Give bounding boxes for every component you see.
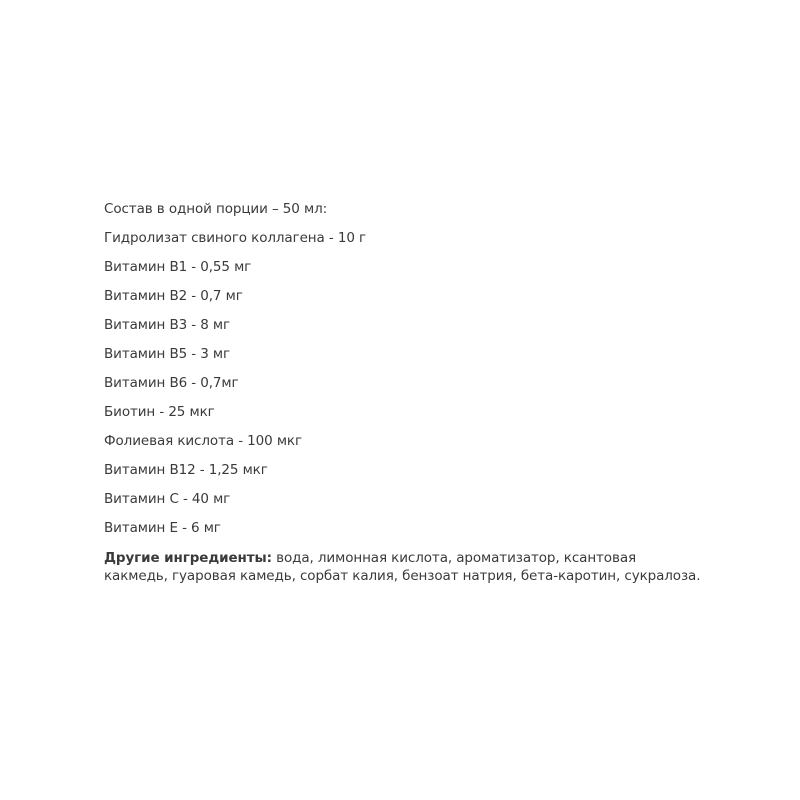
ingredient-item: Биотин - 25 мкг: [104, 404, 215, 420]
ingredient-item: Гидролизат свиного коллагена - 10 г: [104, 230, 367, 246]
ingredient-item: Витамин В6 - 0,7мг: [104, 375, 239, 391]
ingredient-item: Витамин В5 - 3 мг: [104, 346, 231, 362]
ingredient-item: Витамин В1 - 0,55 мг: [104, 259, 252, 275]
other-ingredients-label: Другие ингредиенты:: [104, 550, 272, 566]
other-ingredients: [104, 549, 704, 585]
ingredient-item: Витамин В12 - 1,25 мкг: [104, 462, 268, 478]
ingredient-item: Витамин В2 - 0,7 мг: [104, 288, 243, 304]
ingredient-item: Витамин Е - 6 мг: [104, 520, 221, 536]
ingredient-item: Фолиевая кислота - 100 мкг: [104, 433, 302, 449]
composition-heading: Состав в одной порции – 50 мл:: [104, 201, 328, 217]
composition-block: [104, 200, 724, 585]
ingredient-item: Витамин С - 40 мг: [104, 491, 231, 507]
other-ingredients-text: вода, лимонная кислота, ароматизатор, ксантовая какмедь, гуаровая камедь, сорбат калия, бензоат натрия, бета-каротин, сукралоза.: [104, 550, 701, 584]
ingredient-item: Витамин В3 - 8 мг: [104, 317, 231, 333]
